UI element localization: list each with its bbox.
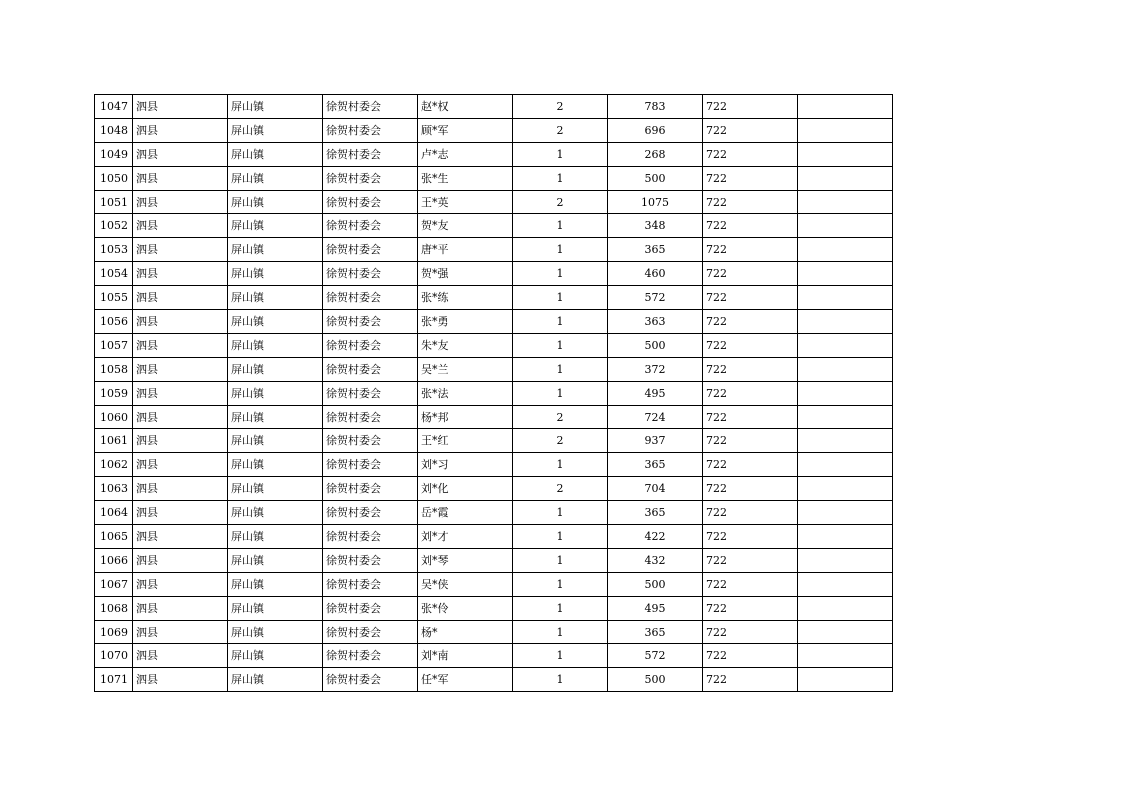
- cell-remarks: [798, 405, 893, 429]
- cell-standard: 722: [703, 118, 798, 142]
- cell-standard: 722: [703, 572, 798, 596]
- cell-amount: 268: [608, 142, 703, 166]
- cell-standard: 722: [703, 405, 798, 429]
- cell-name: 刘*化: [418, 477, 513, 501]
- cell-town: 屏山镇: [228, 95, 323, 119]
- cell-village-committee: 徐贺村委会: [323, 572, 418, 596]
- cell-village-committee: 徐贺村委会: [323, 525, 418, 549]
- cell-row-number: 1054: [95, 262, 133, 286]
- cell-county: 泗县: [133, 142, 228, 166]
- cell-amount: 495: [608, 381, 703, 405]
- cell-row-number: 1056: [95, 310, 133, 334]
- cell-name: 贺*强: [418, 262, 513, 286]
- cell-name: 朱*友: [418, 333, 513, 357]
- cell-name: 吴*侠: [418, 572, 513, 596]
- cell-row-number: 1053: [95, 238, 133, 262]
- cell-town: 屏山镇: [228, 238, 323, 262]
- cell-name: 张*生: [418, 166, 513, 190]
- cell-amount: 704: [608, 477, 703, 501]
- cell-village-committee: 徐贺村委会: [323, 477, 418, 501]
- cell-amount: 422: [608, 525, 703, 549]
- cell-household-size: 1: [513, 238, 608, 262]
- cell-remarks: [798, 429, 893, 453]
- cell-remarks: [798, 572, 893, 596]
- cell-county: 泗县: [133, 453, 228, 477]
- cell-remarks: [798, 333, 893, 357]
- cell-remarks: [798, 620, 893, 644]
- cell-amount: 572: [608, 644, 703, 668]
- table-row: [95, 429, 893, 453]
- cell-remarks: [798, 453, 893, 477]
- table-row: [95, 596, 893, 620]
- cell-village-committee: 徐贺村委会: [323, 238, 418, 262]
- cell-town: 屏山镇: [228, 214, 323, 238]
- cell-amount: 696: [608, 118, 703, 142]
- cell-amount: 460: [608, 262, 703, 286]
- cell-row-number: 1065: [95, 525, 133, 549]
- cell-remarks: [798, 286, 893, 310]
- cell-name: 王*红: [418, 429, 513, 453]
- cell-town: 屏山镇: [228, 262, 323, 286]
- cell-amount: 500: [608, 333, 703, 357]
- cell-county: 泗县: [133, 477, 228, 501]
- cell-town: 屏山镇: [228, 166, 323, 190]
- cell-standard: 722: [703, 238, 798, 262]
- cell-town: 屏山镇: [228, 357, 323, 381]
- cell-town: 屏山镇: [228, 381, 323, 405]
- cell-county: 泗县: [133, 190, 228, 214]
- cell-remarks: [798, 95, 893, 119]
- table-row: [95, 118, 893, 142]
- cell-remarks: [798, 166, 893, 190]
- cell-county: 泗县: [133, 118, 228, 142]
- cell-household-size: 1: [513, 501, 608, 525]
- cell-village-committee: 徐贺村委会: [323, 142, 418, 166]
- cell-standard: 722: [703, 525, 798, 549]
- cell-amount: 365: [608, 238, 703, 262]
- cell-amount: 724: [608, 405, 703, 429]
- cell-standard: 722: [703, 95, 798, 119]
- cell-village-committee: 徐贺村委会: [323, 405, 418, 429]
- cell-remarks: [798, 596, 893, 620]
- table-row: [95, 142, 893, 166]
- cell-household-size: 1: [513, 310, 608, 334]
- table-row: [95, 262, 893, 286]
- cell-village-committee: 徐贺村委会: [323, 286, 418, 310]
- cell-row-number: 1061: [95, 429, 133, 453]
- cell-name: 唐*平: [418, 238, 513, 262]
- cell-town: 屏山镇: [228, 286, 323, 310]
- cell-village-committee: 徐贺村委会: [323, 620, 418, 644]
- cell-amount: 432: [608, 548, 703, 572]
- cell-amount: 500: [608, 572, 703, 596]
- cell-standard: 722: [703, 310, 798, 334]
- cell-amount: 365: [608, 620, 703, 644]
- cell-household-size: 1: [513, 453, 608, 477]
- cell-row-number: 1067: [95, 572, 133, 596]
- cell-county: 泗县: [133, 525, 228, 549]
- cell-row-number: 1069: [95, 620, 133, 644]
- cell-remarks: [798, 357, 893, 381]
- cell-town: 屏山镇: [228, 405, 323, 429]
- cell-county: 泗县: [133, 405, 228, 429]
- cell-row-number: 1064: [95, 501, 133, 525]
- cell-row-number: 1060: [95, 405, 133, 429]
- cell-name: 岳*霞: [418, 501, 513, 525]
- cell-name: 赵*权: [418, 95, 513, 119]
- cell-household-size: 1: [513, 525, 608, 549]
- cell-remarks: [798, 238, 893, 262]
- table-row: [95, 620, 893, 644]
- cell-town: 屏山镇: [228, 668, 323, 692]
- cell-village-committee: 徐贺村委会: [323, 95, 418, 119]
- cell-village-committee: 徐贺村委会: [323, 668, 418, 692]
- cell-household-size: 2: [513, 405, 608, 429]
- cell-town: 屏山镇: [228, 429, 323, 453]
- cell-row-number: 1058: [95, 357, 133, 381]
- cell-household-size: 1: [513, 262, 608, 286]
- cell-row-number: 1051: [95, 190, 133, 214]
- cell-county: 泗县: [133, 286, 228, 310]
- cell-row-number: 1048: [95, 118, 133, 142]
- cell-household-size: 1: [513, 381, 608, 405]
- cell-row-number: 1066: [95, 548, 133, 572]
- cell-name: 王*英: [418, 190, 513, 214]
- table-row: [95, 477, 893, 501]
- table-row: [95, 95, 893, 119]
- cell-remarks: [798, 262, 893, 286]
- cell-county: 泗县: [133, 668, 228, 692]
- cell-town: 屏山镇: [228, 118, 323, 142]
- cell-row-number: 1055: [95, 286, 133, 310]
- cell-household-size: 1: [513, 644, 608, 668]
- cell-standard: 722: [703, 429, 798, 453]
- cell-standard: 722: [703, 644, 798, 668]
- cell-county: 泗县: [133, 381, 228, 405]
- cell-name: 刘*才: [418, 525, 513, 549]
- cell-village-committee: 徐贺村委会: [323, 166, 418, 190]
- cell-village-committee: 徐贺村委会: [323, 501, 418, 525]
- cell-name: 刘*南: [418, 644, 513, 668]
- cell-household-size: 1: [513, 668, 608, 692]
- cell-amount: 937: [608, 429, 703, 453]
- cell-household-size: 2: [513, 118, 608, 142]
- table-row: [95, 238, 893, 262]
- cell-household-size: 1: [513, 548, 608, 572]
- cell-county: 泗县: [133, 548, 228, 572]
- cell-row-number: 1062: [95, 453, 133, 477]
- cell-standard: 722: [703, 333, 798, 357]
- table-row: [95, 453, 893, 477]
- cell-village-committee: 徐贺村委会: [323, 429, 418, 453]
- cell-remarks: [798, 381, 893, 405]
- cell-remarks: [798, 525, 893, 549]
- table-row: [95, 190, 893, 214]
- cell-name: 顾*军: [418, 118, 513, 142]
- cell-household-size: 1: [513, 333, 608, 357]
- cell-standard: 722: [703, 262, 798, 286]
- cell-standard: 722: [703, 548, 798, 572]
- cell-remarks: [798, 501, 893, 525]
- cell-amount: 500: [608, 668, 703, 692]
- cell-county: 泗县: [133, 310, 228, 334]
- cell-town: 屏山镇: [228, 644, 323, 668]
- cell-village-committee: 徐贺村委会: [323, 190, 418, 214]
- cell-row-number: 1047: [95, 95, 133, 119]
- table-row: [95, 357, 893, 381]
- cell-amount: 783: [608, 95, 703, 119]
- cell-county: 泗县: [133, 166, 228, 190]
- cell-remarks: [798, 548, 893, 572]
- cell-household-size: 1: [513, 357, 608, 381]
- cell-town: 屏山镇: [228, 620, 323, 644]
- cell-standard: 722: [703, 214, 798, 238]
- cell-standard: 722: [703, 190, 798, 214]
- table-row: [95, 214, 893, 238]
- cell-village-committee: 徐贺村委会: [323, 310, 418, 334]
- cell-village-committee: 徐贺村委会: [323, 381, 418, 405]
- cell-amount: 372: [608, 357, 703, 381]
- cell-household-size: 1: [513, 142, 608, 166]
- cell-village-committee: 徐贺村委会: [323, 262, 418, 286]
- cell-remarks: [798, 668, 893, 692]
- table-row: [95, 668, 893, 692]
- cell-name: 张*法: [418, 381, 513, 405]
- data-table: [94, 94, 893, 692]
- cell-remarks: [798, 118, 893, 142]
- table-row: [95, 310, 893, 334]
- table-row: [95, 333, 893, 357]
- cell-village-committee: 徐贺村委会: [323, 548, 418, 572]
- table-row: [95, 548, 893, 572]
- cell-standard: 722: [703, 596, 798, 620]
- table-row: [95, 525, 893, 549]
- cell-remarks: [798, 142, 893, 166]
- cell-household-size: 2: [513, 477, 608, 501]
- cell-amount: 363: [608, 310, 703, 334]
- cell-standard: 722: [703, 381, 798, 405]
- cell-name: 杨*: [418, 620, 513, 644]
- table-row: [95, 286, 893, 310]
- cell-row-number: 1052: [95, 214, 133, 238]
- cell-town: 屏山镇: [228, 190, 323, 214]
- cell-row-number: 1057: [95, 333, 133, 357]
- cell-county: 泗县: [133, 333, 228, 357]
- cell-town: 屏山镇: [228, 333, 323, 357]
- table-row: [95, 405, 893, 429]
- cell-name: 张*勇: [418, 310, 513, 334]
- cell-amount: 365: [608, 453, 703, 477]
- cell-standard: 722: [703, 501, 798, 525]
- cell-household-size: 1: [513, 596, 608, 620]
- cell-county: 泗县: [133, 214, 228, 238]
- cell-county: 泗县: [133, 429, 228, 453]
- cell-household-size: 1: [513, 572, 608, 596]
- cell-household-size: 2: [513, 95, 608, 119]
- cell-household-size: 2: [513, 429, 608, 453]
- cell-village-committee: 徐贺村委会: [323, 453, 418, 477]
- cell-name: 刘*习: [418, 453, 513, 477]
- cell-town: 屏山镇: [228, 310, 323, 334]
- cell-remarks: [798, 310, 893, 334]
- cell-row-number: 1063: [95, 477, 133, 501]
- cell-town: 屏山镇: [228, 572, 323, 596]
- cell-row-number: 1071: [95, 668, 133, 692]
- cell-name: 杨*邦: [418, 405, 513, 429]
- cell-name: 任*军: [418, 668, 513, 692]
- cell-village-committee: 徐贺村委会: [323, 118, 418, 142]
- cell-county: 泗县: [133, 262, 228, 286]
- cell-town: 屏山镇: [228, 525, 323, 549]
- cell-town: 屏山镇: [228, 477, 323, 501]
- cell-county: 泗县: [133, 620, 228, 644]
- cell-village-committee: 徐贺村委会: [323, 596, 418, 620]
- cell-household-size: 1: [513, 166, 608, 190]
- cell-household-size: 1: [513, 620, 608, 644]
- cell-name: 卢*志: [418, 142, 513, 166]
- cell-county: 泗县: [133, 572, 228, 596]
- cell-village-committee: 徐贺村委会: [323, 214, 418, 238]
- cell-row-number: 1050: [95, 166, 133, 190]
- cell-town: 屏山镇: [228, 453, 323, 477]
- cell-town: 屏山镇: [228, 596, 323, 620]
- cell-county: 泗县: [133, 501, 228, 525]
- table-row: [95, 501, 893, 525]
- cell-amount: 365: [608, 501, 703, 525]
- table-row: [95, 572, 893, 596]
- cell-remarks: [798, 644, 893, 668]
- cell-village-committee: 徐贺村委会: [323, 333, 418, 357]
- cell-remarks: [798, 190, 893, 214]
- cell-standard: 722: [703, 166, 798, 190]
- cell-county: 泗县: [133, 596, 228, 620]
- cell-household-size: 1: [513, 214, 608, 238]
- cell-name: 张*练: [418, 286, 513, 310]
- cell-county: 泗县: [133, 95, 228, 119]
- cell-amount: 572: [608, 286, 703, 310]
- cell-amount: 495: [608, 596, 703, 620]
- cell-standard: 722: [703, 477, 798, 501]
- cell-name: 张*伶: [418, 596, 513, 620]
- cell-county: 泗县: [133, 644, 228, 668]
- cell-village-committee: 徐贺村委会: [323, 357, 418, 381]
- cell-row-number: 1059: [95, 381, 133, 405]
- cell-amount: 1075: [608, 190, 703, 214]
- cell-name: 刘*琴: [418, 548, 513, 572]
- cell-row-number: 1049: [95, 142, 133, 166]
- cell-amount: 348: [608, 214, 703, 238]
- cell-amount: 500: [608, 166, 703, 190]
- cell-household-size: 1: [513, 286, 608, 310]
- cell-standard: 722: [703, 668, 798, 692]
- cell-household-size: 2: [513, 190, 608, 214]
- cell-standard: 722: [703, 286, 798, 310]
- cell-name: 吴*兰: [418, 357, 513, 381]
- table-row: [95, 381, 893, 405]
- cell-town: 屏山镇: [228, 501, 323, 525]
- cell-name: 贺*友: [418, 214, 513, 238]
- cell-remarks: [798, 214, 893, 238]
- cell-standard: 722: [703, 453, 798, 477]
- cell-standard: 722: [703, 620, 798, 644]
- table-row: [95, 166, 893, 190]
- cell-remarks: [798, 477, 893, 501]
- cell-row-number: 1068: [95, 596, 133, 620]
- cell-county: 泗县: [133, 238, 228, 262]
- cell-row-number: 1070: [95, 644, 133, 668]
- cell-county: 泗县: [133, 357, 228, 381]
- cell-town: 屏山镇: [228, 548, 323, 572]
- cell-standard: 722: [703, 357, 798, 381]
- table-body: [95, 95, 893, 692]
- cell-town: 屏山镇: [228, 142, 323, 166]
- table-row: [95, 644, 893, 668]
- cell-standard: 722: [703, 142, 798, 166]
- cell-village-committee: 徐贺村委会: [323, 644, 418, 668]
